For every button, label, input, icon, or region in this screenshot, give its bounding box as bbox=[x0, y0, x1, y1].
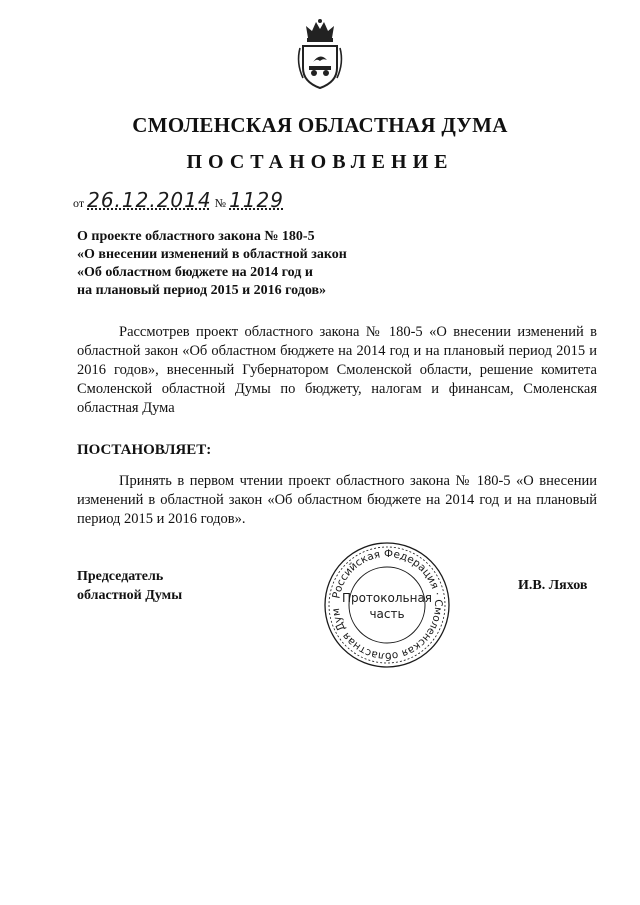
organization-title: СМОЛЕНСКАЯ ОБЛАСТНАЯ ДУМА bbox=[132, 113, 508, 137]
preamble-paragraph: Рассмотрев проект областного закона № 180-5 «О внесении изменений в областной закон «Об областном бюджете на 2014 год и на плановый период 2015 и 2016 годов», внесенный Губернатором Смоленской области, решение комитета Смоленской областной Думы по бюджету, налогам и финансам, Смоленская областная Дума bbox=[77, 324, 597, 416]
signer-name: И.В. Ляхов bbox=[518, 578, 588, 593]
official-seal-stamp bbox=[322, 540, 452, 670]
subject-line: «Об областном бюджете на 2014 год и bbox=[77, 265, 313, 280]
number-label: № bbox=[214, 196, 227, 210]
document-subject bbox=[77, 228, 347, 300]
subject-line: «О внесении изменений в областной закон bbox=[77, 247, 347, 262]
position-line: областной Думы bbox=[77, 588, 183, 603]
position-line: Председатель bbox=[77, 569, 164, 584]
seal-inner-line2: часть bbox=[369, 607, 405, 621]
handwritten-date: 26.12.2014 bbox=[87, 188, 212, 212]
document-type-title: ПОСТАНОВЛЕНИЕ bbox=[186, 151, 454, 173]
seal-outer-text: Российская Федерация · Смоленская областная Дум bbox=[330, 547, 445, 663]
signatory-position bbox=[77, 567, 182, 605]
subject-line: на плановый период 2015 и 2016 годов» bbox=[77, 283, 327, 298]
resolution-paragraph: Принять в первом чтении проект областного закона № 180-5 «О внесении изменений в областной закон «Об областном бюджете на 2014 год и на плановый период 2015 и 2016 годов». bbox=[77, 473, 597, 527]
seal-inner-line1: Протокольная bbox=[341, 591, 433, 605]
resolves-heading: ПОСТАНОВЛЯЕТ: bbox=[77, 442, 212, 458]
from-label: от bbox=[73, 196, 85, 210]
subject-line: О проекте областного закона № 180-5 bbox=[77, 229, 315, 244]
coat-of-arms-icon bbox=[295, 18, 345, 90]
date-number-line bbox=[73, 188, 284, 212]
handwritten-number: 1129 bbox=[229, 188, 284, 212]
